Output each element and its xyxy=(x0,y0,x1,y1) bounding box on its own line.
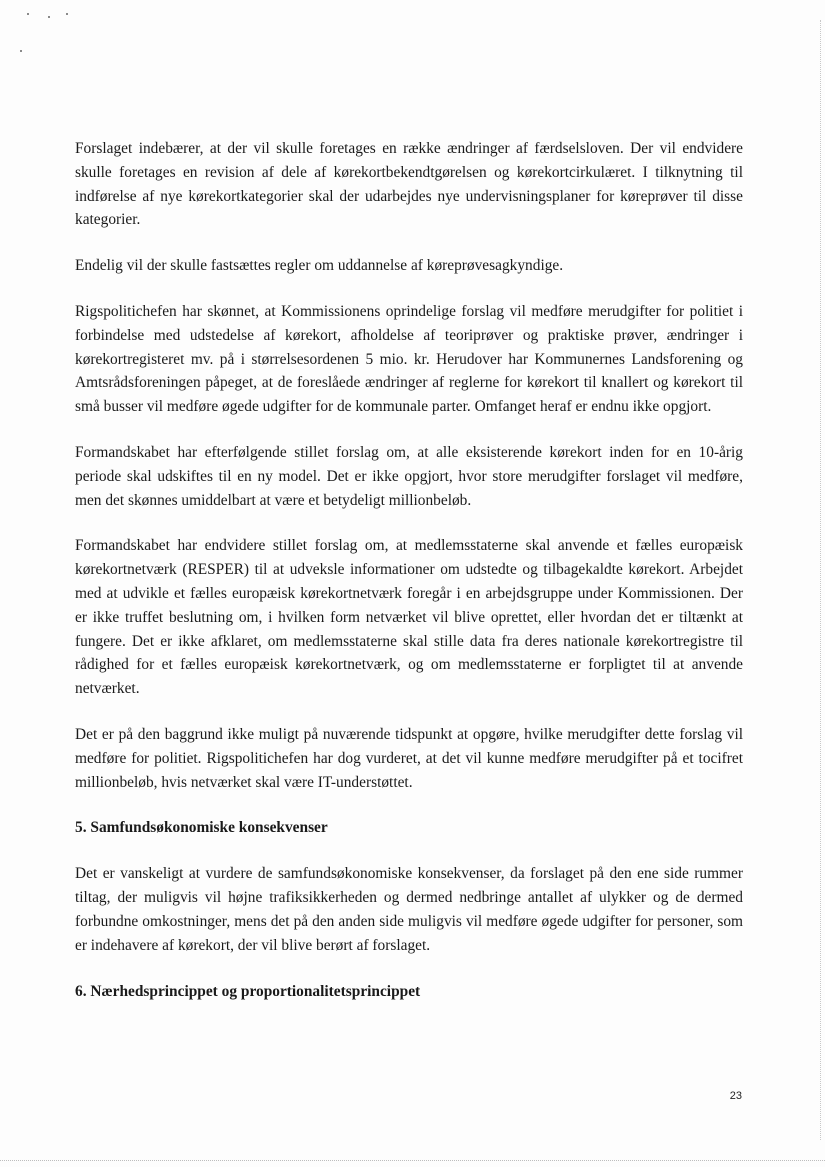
scan-artifact xyxy=(48,16,50,18)
paragraph: Formandskabet har efterfølgende stillet forslag om, at alle eksisterende kørekort inden for en 10-årig periode skal udskiftes til en ny model. Det er ikke opgjort, hvor store merudgifter forslaget vil medføre, men det skønnes umiddelbart at være et betydeligt millionbeløb. xyxy=(75,443,743,509)
paragraph: Det er på den baggrund ikke muligt på nuværende tidspunkt at opgøre, hvilke merudgifter dette forslag vil medføre for politiet. Rigspolitichefen har dog vurderet, at det vil kunne medføre merudgifter på et tocifret millionbeløb, hvis netværket skal være IT-understøttet. xyxy=(75,725,743,791)
scan-artifact xyxy=(27,13,29,15)
scan-artifact xyxy=(20,50,22,52)
scan-edge-bottom xyxy=(0,1160,825,1161)
page-number: 23 xyxy=(729,1090,742,1102)
paragraph: Det er vanskeligt at vurdere de samfundsøkonomiske konsekvenser, da forslaget på den ene side rummer tiltag, der muligvis vil højne trafiksikkerheden og dermed nedbringe antallet af ulykker og de dermed forbundne omkostninger, mens det på den anden side muligvis vil medføre øgede udgifter for personer, som er indehavere af kørekort, der vil blive berørt af forslaget. xyxy=(75,865,743,954)
paragraph: Endelig vil der skulle fastsættes regler om uddannelse af køreprøvesagkyndige. xyxy=(75,257,564,275)
scan-edge-right xyxy=(820,20,821,1140)
section-heading: 6. Nærhedsprincippet og proportionalitetsprincippet xyxy=(75,982,421,1000)
paragraph: Forslaget indebærer, at der vil skulle foretages en række ændringer af færdselsloven. Der vil endvidere skulle foretages en revision af dele af kørekortbekendtgørelsen og kørekortcirkulæret. I tilknytning til indførelse af nye kørekortkategorier skal der udarbejdes nye undervisningsplaner for køreprøver til disse kategorier. xyxy=(75,140,743,229)
section-heading: 5. Samfundsøkonomiske konsekvenser xyxy=(75,819,328,837)
paragraph: Formandskabet har endvidere stillet forslag om, at medlemsstaterne skal anvende et fælles europæisk kørekortnetværk (RESPER) til at udveksle informationer om udstedte og tilbagekaldte kørekort. Arbejdet med at udvikle et fælles europæisk kørekortnetværk foregår i en arbejdsgruppe under Kommissionen. Der er ikke truffet beslutning om, i hvilken form netværket vil blive oprettet, eller hvordan det er tiltænkt at fungere. Det er ikke afklaret, om medlemsstaterne skal stille data fra deres nationale kørekortregistre til rådighed for et fælles europæisk kørekortnetværk, og om medlemsstaterne er forpligtet til at anvende netværket. xyxy=(75,537,743,698)
document-body xyxy=(75,137,743,1004)
paragraph: Rigspolitichefen har skønnet, at Kommissionens oprindelige forslag vil medføre merudgifter for politiet i forbindelse med udstedelse af kørekort, afholdelse af teoriprøver og praktiske prøver, ændringer i kørekortregisteret mv. på i størrelsesordenen 5 mio. kr. Herudover har Kommunernes Landsforening og Amtsrådsforeningen påpeget, at de foreslåede ændringer af reglerne for kørekort til knallert og kørekort til små busser vil medføre øgede udgifter for de kommunale parter. Omfanget heraf er endnu ikke opgjort. xyxy=(75,302,743,416)
scan-artifact xyxy=(66,13,68,15)
